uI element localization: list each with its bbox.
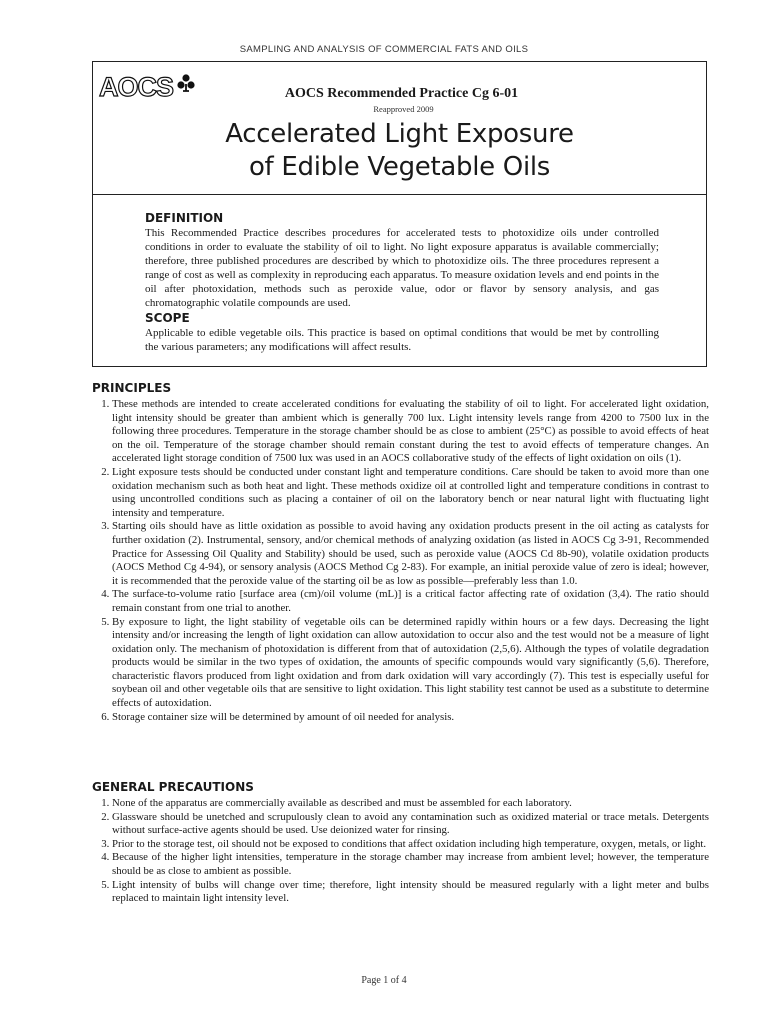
logo-wordmark: AOCS [99, 72, 174, 102]
page-number: Page 1 of 4 [361, 975, 407, 986]
precautions-section [92, 780, 709, 906]
running-head: SAMPLING AND ANALYSIS OF COMMERCIAL FATS AND OILS [239, 44, 529, 55]
document-title [93, 118, 706, 184]
reapproved-note: Reapproved 2009 [373, 104, 434, 114]
scope-heading: SCOPE [145, 310, 190, 325]
list-item: 6. Storage container size will be determined by amount of oil needed for analysis. [112, 711, 709, 725]
abstract-box [92, 195, 707, 367]
list-item: 3. Starting oils should have as little oxidation as possible to avoid having any oxidation products present in the oil acting as catalysts for further oxidation (2). Instrumental, sensory, and/or chemical methods of analyzing oxidation (as listed in AOCS Cg 3-91, Recommended Practice for Assessing Oil Quality and Stability) should be used, such as peroxide value (AOCS Cd 8b-90), volatile oxidation products (AOCS Method Cg 4-94), or sensory analysis (AOCS Method Cg 2-83). For example, an initial peroxide value of zero is ideal; however, it is recommended that the peroxide value of the starting oil be as low as possible—preferably less than 1.0. [112, 520, 709, 588]
precautions-heading: GENERAL PRECAUTIONS [92, 780, 254, 794]
title-box [92, 61, 707, 195]
list-item: 4. Because of the higher light intensities, temperature in the storage chamber may increase from ambient level; however, the temperature should be as close to ambient as possible. [112, 851, 709, 878]
list-item: 3. Prior to the storage test, oil should not be exposed to conditions that affect oxidation including high temperature, oxygen, metals, or light. [112, 838, 709, 852]
practice-number: AOCS Recommended Practice Cg 6-01 [284, 86, 519, 101]
principles-section [92, 381, 709, 724]
list-item: 2. Light exposure tests should be conducted under constant light and temperature conditions. Care should be taken to avoid more than one oxidation mechanism such as both heat and light. These methods oxidize oil at controlled light and temperature conditions in contrast to using uncontrolled conditions such as placing a container of oil on the laboratory bench or near natural light with fluctuating light intensity and temperature. [112, 466, 709, 520]
list-item: 4. The surface-to-volume ratio [surface area (cm)/oil volume (mL)] is a critical factor affecting rate of oxidation (3,4). The ratio should remain constant from one trial to another. [112, 588, 709, 615]
list-item: 5. Light intensity of bulbs will change over time; therefore, light intensity should be measured regularly with a light meter and bulbs replaced to maintain light intensity level. [112, 879, 709, 906]
principles-heading: PRINCIPLES [92, 381, 172, 395]
list-item: 5. By exposure to light, the light stability of vegetable oils can be determined rapidly within hours or a few days. Decreasing the light intensity and/or increasing the length of light oxidation can allow autoxidation to occur also and the test would not be a measure of light oxidation only. The mechanism of photoxidation is different from that of autoxidation (2,5,6). Although the types of volatile degradation products would be similar in the two types of oxidation, the amounts of specific compounds would vary significantly (5,6). Therefore, characteristic flavors produced from light oxidation and from dark oxidation will vary accordingly (7). This test is especially useful for soybean oil and other vegetable oils that are sensitive to light oxidation. This light stability test cannot be used as a substitute to determine effects of autoxidation. [112, 616, 709, 711]
definition-text: This Recommended Practice describes procedures for accelerated tests to photoxidize oils under controlled conditions in order to evaluate the stability of oil to light. No light exposure apparatus is available commercially; therefore, three published procedures are described by which to photoxidize oils. The three procedures represent a range of cost as well as complexity in reproducing each apparatus. To measure oxidation levels and end points in the oil after photoxidation, methods such as peroxide value, odor or flavor by sensory analysis, and gas chromatographic volatile compounds are used. [145, 227, 659, 310]
list-item: 1. None of the apparatus are commercially available as described and must be assembled for each laboratory. [112, 797, 709, 811]
list-item: 1. These methods are intended to create accelerated conditions for evaluating the stability of oil to light. For accelerated light oxidation, light intensity should be greater than ambient which is generally 700 lux. Light intensity levels range from 4200 to 7500 lux in the following three procedures. Temperature in the storage chamber should be as close to ambient (25°C) as possible to avoid effects of heat on the oil. Temperature of the storage chamber should remain constant during the test to avoid effects of temperature changes. An accelerated light storage condition of 7500 lux was used in an AOCS collaborative study of the effects of light oxidation on oils (1). [112, 398, 709, 466]
precautions-list [92, 797, 709, 906]
title-line-2: of Edible Vegetable Oils [248, 152, 551, 182]
scope-text: Applicable to edible vegetable oils. This practice is based on optimal conditions that would be met by controlling the various parameters; any modifications will affect results. [145, 326, 659, 353]
list-item: 2. Glassware should be unetched and scrupulously clean to avoid any contamination such as oxidized material or trace metals. Detergents without surface-active agents should be used. Use deionized water for rinsing. [112, 811, 709, 838]
principles-list [92, 398, 709, 724]
title-line-1: Accelerated Light Exposure [225, 119, 574, 149]
definition-heading: DEFINITION [145, 211, 224, 225]
